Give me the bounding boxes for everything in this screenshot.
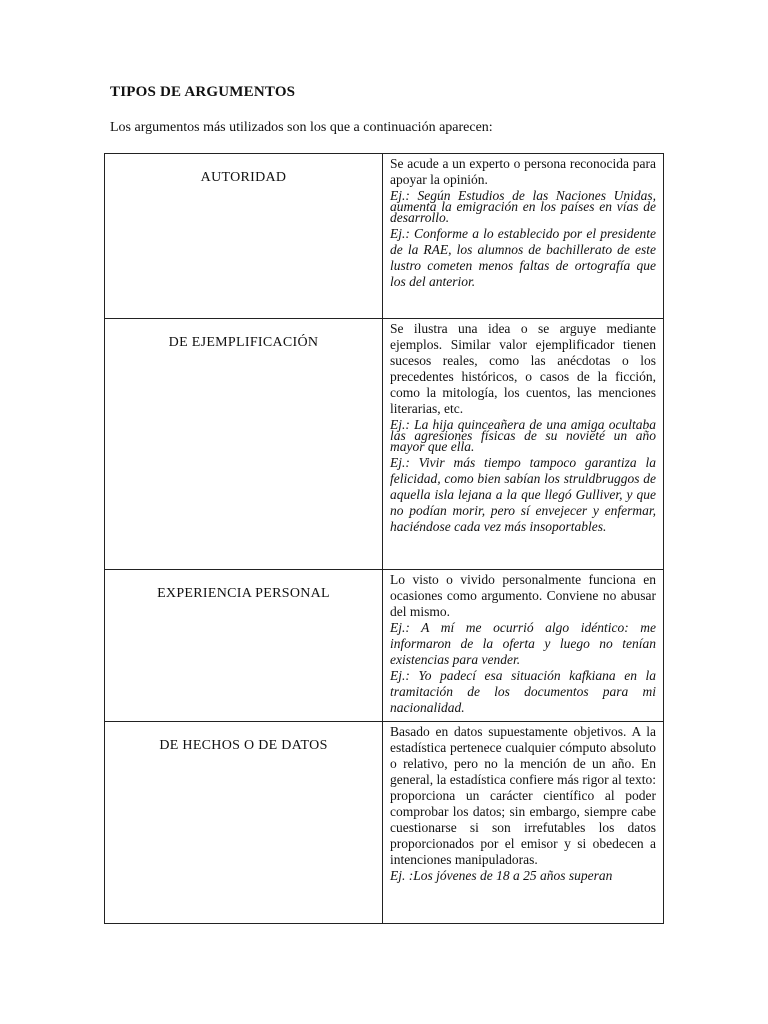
- table-row: [105, 319, 664, 570]
- argument-description-cell: [383, 722, 664, 924]
- argument-example: Ej.: La hija quinceañera de una amiga ocultaba las agresiones físicas de su novieté un año mayor que ella.: [390, 417, 656, 454]
- argument-example: Ej.: Conforme a lo establecido por el presidente de la RAE, los alumnos de bachillerato de este lustro cometen menos faltas de ortografía que los del anterior.: [390, 226, 656, 289]
- intro-paragraph: Los argumentos más utilizados son los que a continuación aparecen:: [110, 120, 493, 135]
- argument-name-cell: [105, 319, 383, 570]
- argument-types-table: [104, 153, 664, 924]
- table-row: [105, 722, 664, 924]
- argument-example: Ej.: Vivir más tiempo tampoco garantiza la felicidad, como bien sabían los struldbruggos de aquella isla lejana a la que llegó Gulliver, y que no podían morir, pero sí envejecer y enfermar, haciéndose cada vez más insoportables.: [390, 455, 656, 534]
- argument-description: Se ilustra una idea o se arguye mediante ejemplos. Similar valor ejemplificador tienen sucesos reales, como las anécdotas o los precedentes históricos, o casos de la ficción, como la mitología, los cuentos, las menciones literarias, etc.: [390, 321, 656, 416]
- argument-description-cell: [383, 570, 664, 722]
- argument-description: Basado en datos supuestamente objetivos. A la estadística pertenece cualquier cómputo absoluto o relativo, pero no la mención de un año. En general, la estadística confiere más rigor al texto: proporciona un carácter científico al poder comprobar los datos; sin embargo, siempre cabe cuestionarse si son irrefutables los datos proporcionados por el emisor y si obedecen a intenciones manipuladoras.: [390, 724, 656, 867]
- argument-name-cell: [105, 154, 383, 319]
- argument-name: AUTORIDAD: [200, 170, 287, 185]
- argument-name: EXPERIENCIA PERSONAL: [157, 586, 330, 601]
- argument-name: DE EJEMPLIFICACIÓN: [168, 335, 319, 350]
- argument-name-cell: [105, 722, 383, 924]
- argument-name-cell: [105, 570, 383, 722]
- document-title: TIPOS DE ARGUMENTOS: [110, 84, 296, 100]
- table-row: [105, 154, 664, 319]
- argument-example: Ej. :Los jóvenes de 18 a 25 años superan: [390, 868, 613, 883]
- argument-example: Ej.: Según Estudios de las Naciones Unidas, aumenta la emigración en los países en vías de desarrollo.: [390, 188, 656, 225]
- argument-description: Se acude a un experto o persona reconocida para apoyar la opinión.: [390, 156, 656, 187]
- argument-name: DE HECHOS O DE DATOS: [159, 738, 328, 753]
- argument-description: Lo visto o vivido personalmente funciona en ocasiones como argumento. Conviene no abusar del mismo.: [390, 572, 656, 619]
- argument-example: Ej.: Yo padecí esa situación kafkiana en la tramitación de los documentos para mi nacionalidad.: [390, 668, 656, 715]
- table-row: [105, 570, 664, 722]
- argument-description-cell: [383, 154, 664, 319]
- argument-example: Ej.: A mí me ocurrió algo idéntico: me informaron de la oferta y luego no tenían existencias para vender.: [390, 620, 656, 667]
- argument-description-cell: [383, 319, 664, 570]
